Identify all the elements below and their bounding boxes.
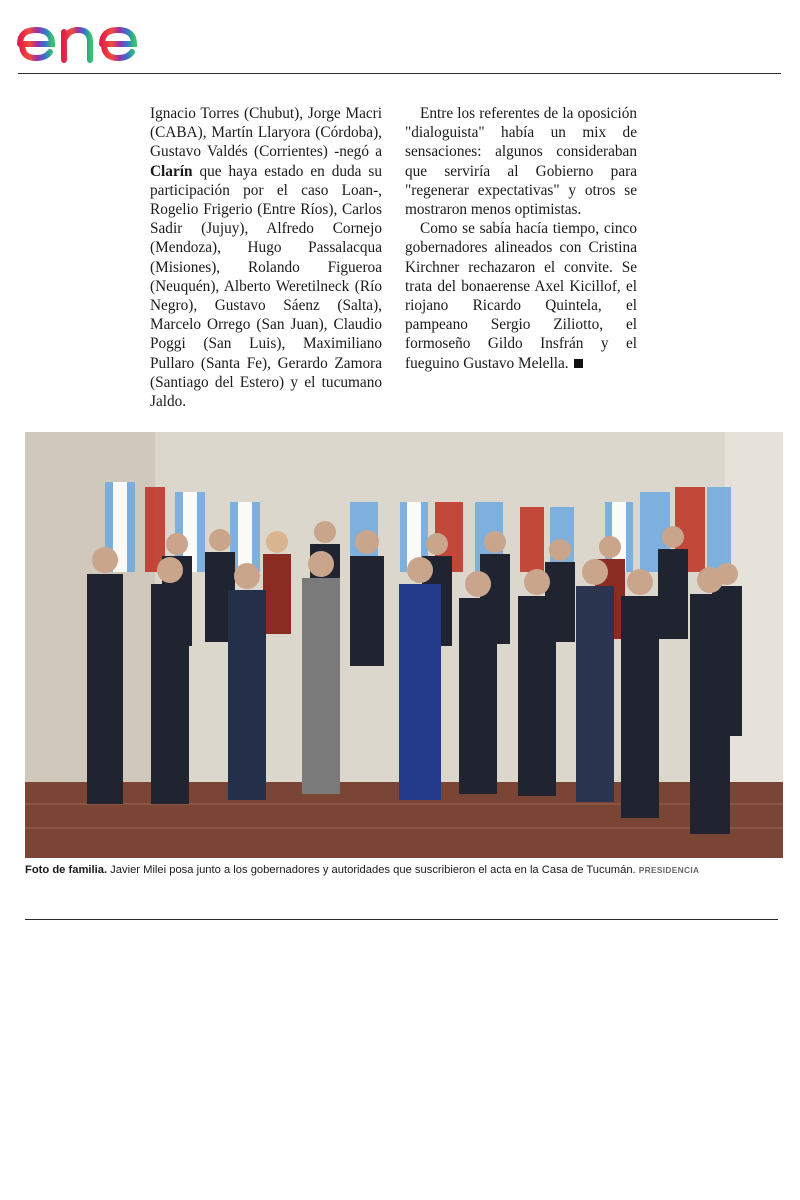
article-paragraph: Entre los referentes de la oposición "dialoguista" había un mix de sensaciones: algunos consideraban que serviría al Gobierno para "regenerar expectativas" y otros se mostraron menos optimistas. — [405, 105, 637, 219]
caption-lead: Foto de familia. — [25, 864, 108, 876]
footer-rule — [25, 919, 778, 920]
newspaper-name: Clarín — [150, 162, 193, 180]
article-column-left — [150, 104, 382, 411]
enel-logo — [14, 6, 182, 70]
paragraph-text: que haya estado en duda su participación por el caso Loan-, Rogelio Frigerio (Entre Ríos), Carlos Sadir (Jujuy), Alfredo Cornejo (Mendoza), Hugo Passalacqua (Misiones), Rolando Figueroa (Neuquén), Alberto Weretilneck (Río Negro), Gustavo Sáenz (Salta), Marcelo Orrego (San Juan), Claudio Poggi (San Luis), Maximiliano Pullaro (Santa Fe), Gerardo Zamora (Santiago del Estero) y el tucumano Jaldo. — [150, 162, 382, 411]
paragraph-text: Ignacio Torres (Chubut), Jorge Macri (CABA), Martín Llaryora (Córdoba), Gustavo Valdés (Corrientes) -negó a — [150, 105, 382, 161]
header-rule — [18, 73, 781, 74]
front-row — [87, 547, 730, 834]
article-column-right — [405, 104, 637, 373]
end-of-article-mark — [574, 359, 583, 368]
article-paragraph — [405, 219, 637, 373]
paragraph-text: Como se sabía hacía tiempo, cinco gobernadores alineados con Cristina Kirchner rechazaron el convite. Se trata del bonaerense Axel Kicillof, el riojano Ricardo Quintela, el pampeano Sergio Ziliotto, el formoseño Gildo Insfrán y el fueguino Gustavo Melella. — [405, 220, 637, 372]
caption-text: Javier Milei posa junto a los gobernadores y autoridades que suscribieron el acta en la Casa de Tucumán. — [107, 864, 636, 876]
photo-credit: PRESIDENCIA — [638, 865, 700, 875]
group-photo — [25, 432, 783, 858]
photo-caption — [25, 863, 785, 877]
article-paragraph — [150, 104, 382, 411]
